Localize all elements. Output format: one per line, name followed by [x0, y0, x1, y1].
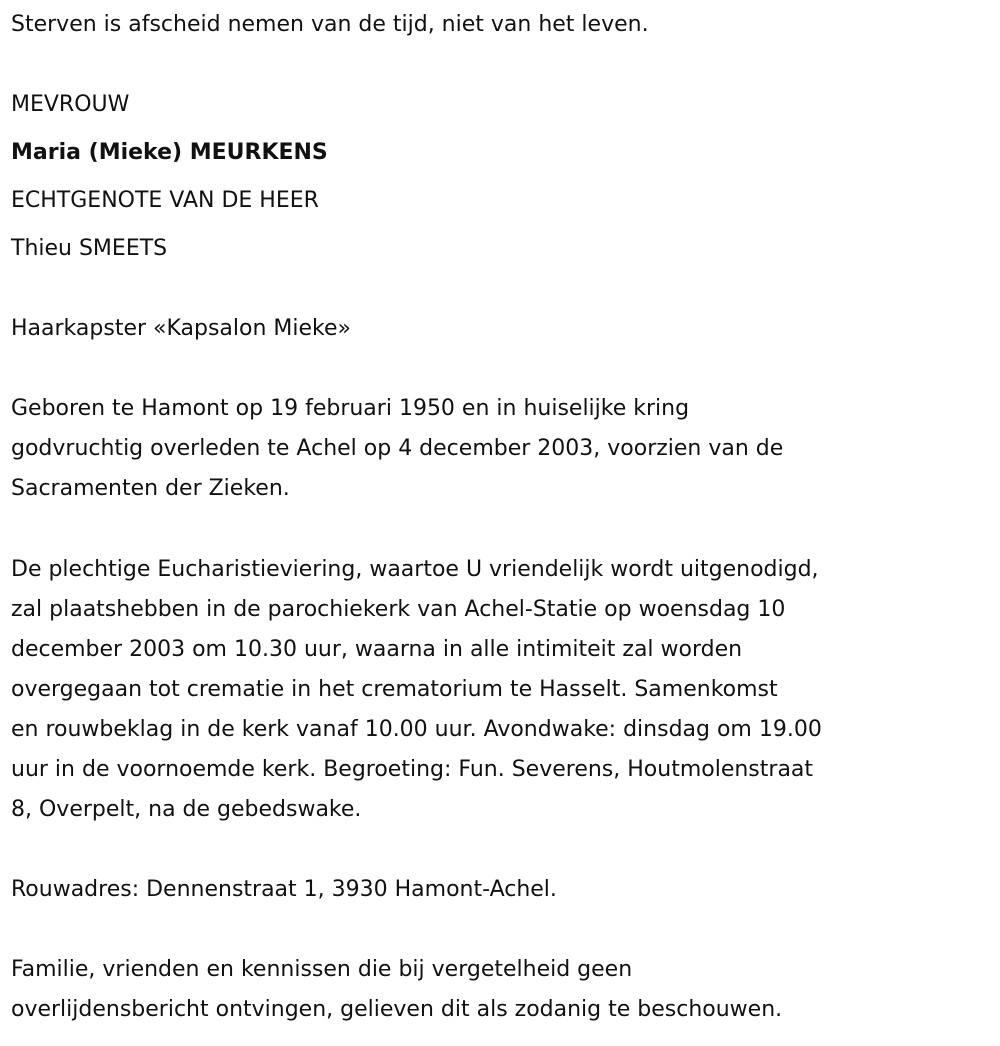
ceremony-line: uur in de voornoemde kerk. Begroeting: Fun. Severens, Houtmolenstraat	[11, 757, 814, 782]
relation: ECHTGENOTE VAN DE HEER	[11, 188, 319, 213]
ceremony-line: en rouwbeklag in de kerk vanaf 10.00 uur. Avondwake: dinsdag om 19.00	[11, 717, 822, 742]
mourning-address: Rouwadres: Dennenstraat 1, 3930 Hamont-Achel.	[11, 877, 557, 902]
birth-death-line: Geboren te Hamont op 19 februari 1950 en in huiselijke kring	[11, 396, 690, 421]
closing-line: Familie, vrienden en kennissen die bij vergetelheid geen	[11, 957, 633, 982]
spouse-name: Thieu SMEETS	[11, 236, 168, 261]
title: MEVROUW	[11, 92, 130, 117]
deceased-name: Maria (Mieke) MEURKENS	[11, 140, 328, 165]
closing-line: overlijdensbericht ontvingen, gelieven dit als zodanig te beschouwen.	[11, 997, 783, 1022]
birth-death-line: godvruchtig overleden te Achel op 4 december 2003, voorzien van de	[11, 436, 784, 461]
ceremony-line: overgegaan tot crematie in het crematorium te Hasselt. Samenkomst	[11, 677, 778, 702]
ceremony-line: 8, Overpelt, na de gebedswake.	[11, 797, 362, 822]
profession: Haarkapster «Kapsalon Mieke»	[11, 316, 351, 341]
motto: Sterven is afscheid nemen van de tijd, niet van het leven.	[11, 12, 649, 37]
ceremony-line: De plechtige Eucharistieviering, waartoe U vriendelijk wordt uitgenodigd,	[11, 557, 819, 582]
ceremony-line: zal plaatshebben in de parochiekerk van Achel-Statie op woensdag 10	[11, 597, 786, 622]
ceremony-line: december 2003 om 10.30 uur, waarna in alle intimiteit zal worden	[11, 637, 743, 662]
birth-death-line: Sacramenten der Zieken.	[11, 476, 290, 501]
